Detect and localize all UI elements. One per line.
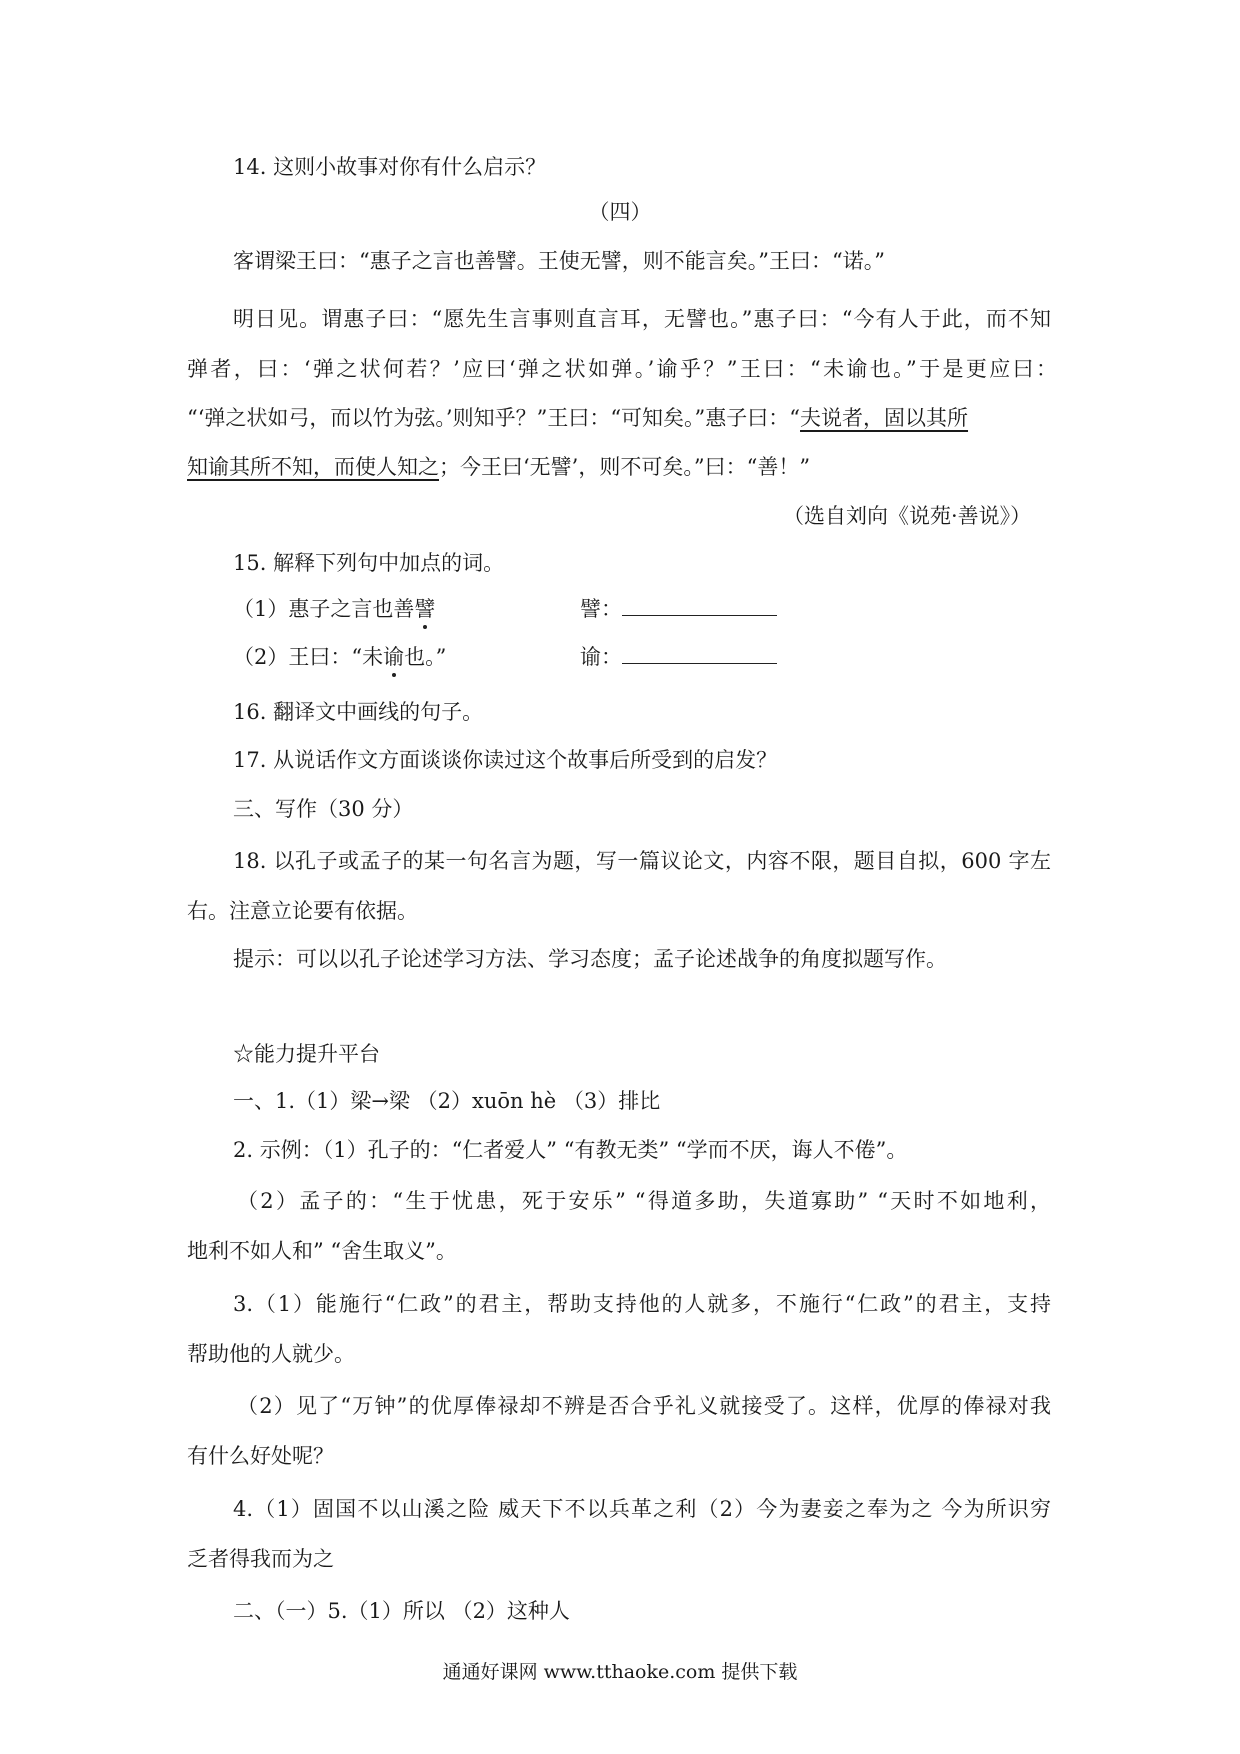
answer-5: 二、（一）5.（1）所以 （2）这种人: [233, 1599, 570, 1623]
blank-2-label: 谕：: [580, 645, 622, 669]
passage-line-4-text: “‘弹之状如弓，而以竹为弦。’则知乎？”王曰：“可知矣。”惠子曰：“: [187, 406, 801, 430]
page-footer: 通通好课网 www.tthaoke.com 提供下载: [442, 1661, 798, 1683]
writing-heading: 三、写作（30 分）: [233, 797, 414, 821]
answer-2b-line-1: （2）孟子的：“生于忧患，死于安乐” “得道多助，失道寡助” “天时不如地利，: [237, 1189, 1051, 1213]
blank-1-line: [622, 595, 777, 616]
section-heading-four: （四）: [588, 200, 652, 224]
platform-heading: ☆能力提升平台: [233, 1042, 380, 1066]
dotted-word-2: 谕: [383, 645, 405, 669]
question-18-line-1: 18. 以孔子或孟子的某一句名言为题，写一篇议论文，内容不限，题目自拟，600 字左: [233, 849, 1051, 873]
item-1-text: （1）惠子之言也善: [233, 597, 415, 621]
passage-line-5-text: ；今王曰‘无譬’，则不可矣。”曰：“善！”: [439, 455, 811, 479]
question-16: 16. 翻译文中画线的句子。: [233, 700, 484, 724]
answer-4-line-2: 乏者得我而为之: [187, 1547, 334, 1571]
passage-line-4: [187, 404, 968, 432]
passage-line-2: 明日见。谓惠子曰：“愿先生言事则直言耳，无譬也。”惠子曰：“今有人于此，而不知: [233, 307, 1051, 331]
writing-tip: 提示：可以以孔子论述学习方法、学习态度；孟子论述战争的角度拟题写作。: [233, 947, 947, 971]
answer-4-line-1: 4.（1）固国不以山溪之险 威天下不以兵革之利（2）今为妻妾之奉为之 今为所识穷: [233, 1497, 1051, 1521]
blank-2-line: [622, 643, 777, 664]
question-15-title: 15. 解释下列句中加点的词。: [233, 551, 505, 575]
answer-1: 一、1.（1）梁→梁 （2）xuōn hè （3）排比: [233, 1089, 661, 1113]
question-15-item-2: [233, 643, 446, 671]
item-2-text: （2）王曰：“未: [233, 645, 384, 669]
question-14: 14. 这则小故事对你有什么启示？: [233, 155, 547, 179]
question-15-item-1: [233, 595, 435, 623]
dotted-word-1: 譬: [414, 597, 436, 621]
passage-source: （选自刘向《说苑·善说》）: [783, 504, 1032, 528]
underlined-sentence-part-1: 夫说者，固以其所: [800, 406, 969, 430]
question-17: 17. 从说话作文方面谈谈你读过这个故事后所受到的启发？: [233, 748, 778, 772]
answer-blank-1: [580, 595, 777, 623]
answer-3b-line-1: （2）见了“万钟”的优厚俸禄却不辨是否合乎礼义就接受了。这样，优厚的俸禄对我: [237, 1394, 1051, 1418]
answer-2: 2. 示例：（1）孔子的：“仁者爱人” “有教无类” “学而不厌，诲人不倦”。: [233, 1138, 908, 1162]
underlined-sentence-part-2: 知谕其所不知，而使人知之: [187, 455, 439, 479]
answer-blank-2: [580, 643, 777, 671]
item-2-tail: 也。”: [404, 645, 447, 669]
answer-3-line-1: 3.（1）能施行“仁政”的君主，帮助支持他的人就多，不施行“仁政”的君主，支持: [233, 1292, 1051, 1316]
passage-line-3: 弹者，曰：‘弹之状何若？’应曰‘弹之状如弹。’谕乎？”王曰：“未谕也。”于是更应曰：: [187, 357, 1057, 381]
question-18-line-2: 右。注意立论要有依据。: [187, 899, 418, 923]
answer-2b-line-2: 地利不如人和” “舍生取义”。: [187, 1239, 457, 1263]
passage-line-5: [187, 453, 810, 481]
answer-3-line-2: 帮助他的人就少。: [187, 1342, 355, 1366]
blank-1-label: 譬：: [580, 597, 622, 621]
passage-line-1: 客谓梁王曰：“惠子之言也善譬。王使无譬，则不能言矣。”王曰：“诺。”: [233, 249, 885, 273]
answer-3b-line-2: 有什么好处呢？: [187, 1444, 334, 1468]
